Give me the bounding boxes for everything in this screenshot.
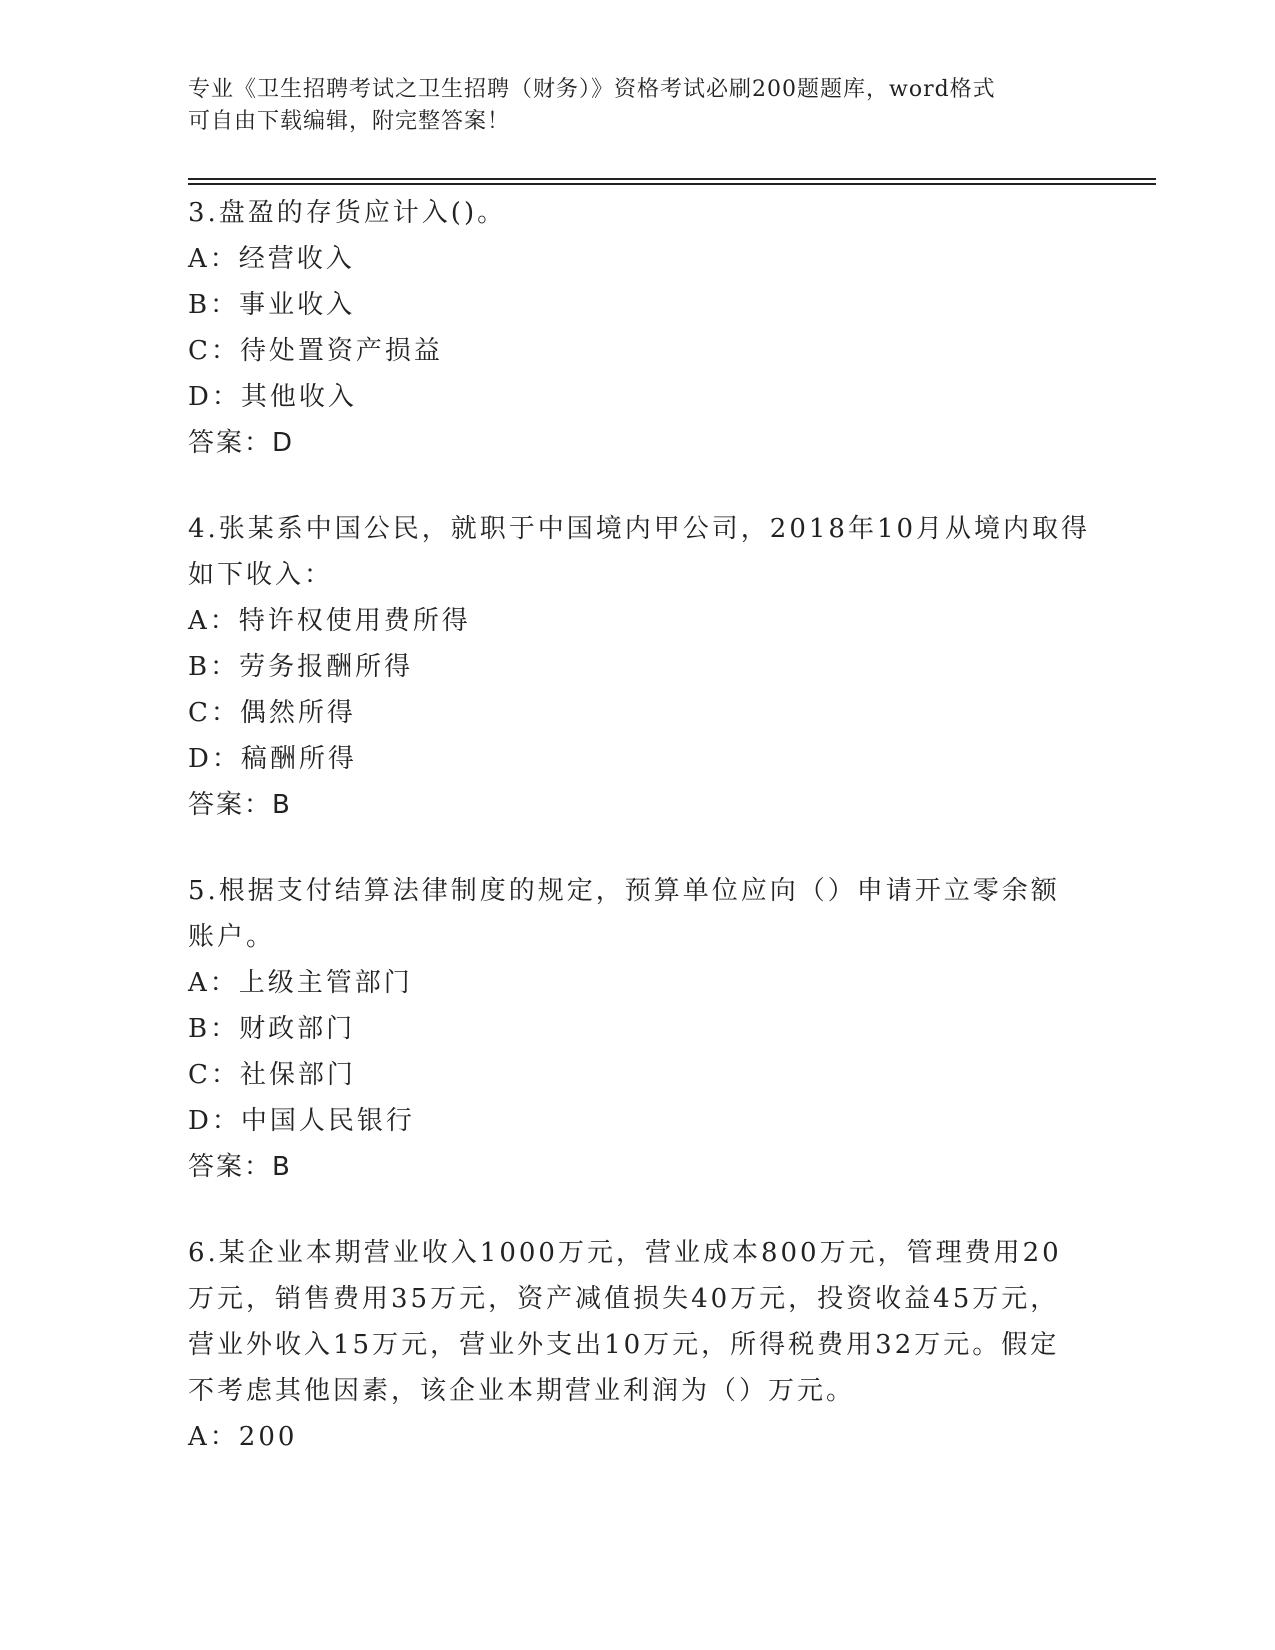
- option-b: B：财政部门: [188, 1014, 356, 1044]
- option-c: C：社保部门: [188, 1060, 356, 1090]
- option-d: D：中国人民银行: [188, 1106, 415, 1136]
- question-list: [188, 190, 1091, 1500]
- question-3: [188, 190, 1088, 466]
- header-divider-top: [188, 178, 1156, 180]
- answer-line: 答案：B: [188, 790, 292, 820]
- question-stem-line-3: 营业外收入15万元，营业外支出10万元，所得税费用32万元。假定: [188, 1330, 1060, 1360]
- question-stem-line-2: 账户。: [188, 922, 276, 952]
- header-line-2: 可自由下载编辑，附完整答案！: [188, 109, 511, 134]
- option-a: A：200: [188, 1422, 298, 1452]
- header-line-1: 专业《卫生招聘考试之卫生招聘（财务）》资格考试必刷200题题库，word格式: [188, 77, 996, 102]
- option-a: A：经营收入: [188, 244, 355, 274]
- question-stem-line-4: 不考虑其他因素，该企业本期营业利润为（）万元。: [188, 1376, 856, 1406]
- question-stem-line-2: 万元，销售费用35万元，资产减值损失40万元，投资收益45万元，: [188, 1284, 1060, 1314]
- question-stem-line-1: 6.某企业本期营业收入1000万元，营业成本800万元，管理费用20: [188, 1238, 1062, 1268]
- question-6: [188, 1230, 1088, 1460]
- option-c: C：偶然所得: [188, 698, 356, 728]
- option-b: B：事业收入: [188, 290, 356, 320]
- option-d: D：其他收入: [188, 382, 357, 412]
- question-stem-line-1: 4.张某系中国公民，就职于中国境内甲公司，2018年10月从境内取得: [188, 514, 1091, 544]
- question-4: [188, 506, 1091, 828]
- option-b: B：劳务报酬所得: [188, 652, 414, 682]
- option-a: A：特许权使用费所得: [188, 606, 471, 636]
- question-5: [188, 868, 1088, 1190]
- header-divider-bottom: [188, 183, 1156, 185]
- question-stem: 3.盘盈的存货应计入()。: [188, 198, 507, 228]
- answer-line: 答案：D: [188, 428, 295, 458]
- option-c: C：待处置资产损益: [188, 336, 443, 366]
- question-stem-line-1: 5.根据支付结算法律制度的规定，预算单位应向（）申请开立零余额: [188, 876, 1060, 906]
- option-a: A：上级主管部门: [188, 968, 413, 998]
- document-header: [188, 74, 1068, 138]
- question-stem-line-2: 如下收入：: [188, 560, 334, 590]
- answer-line: 答案：B: [188, 1152, 292, 1182]
- option-d: D：稿酬所得: [188, 744, 357, 774]
